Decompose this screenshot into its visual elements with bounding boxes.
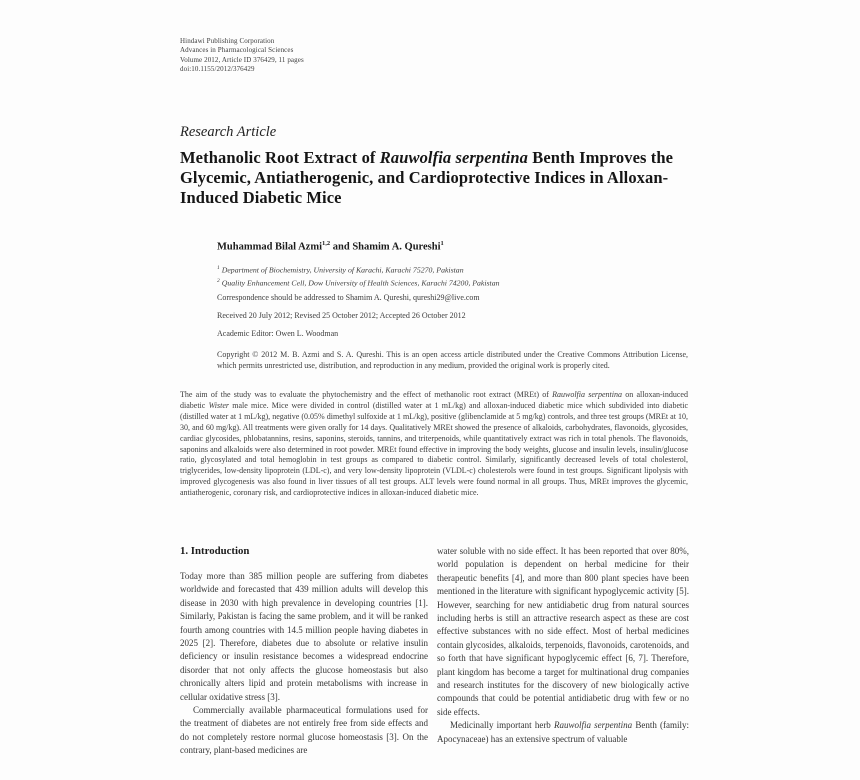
title-species-name: Rauwolfia serpentina xyxy=(379,148,528,167)
title-text-rest: Benth Improves the Glycemic, Antiatherogenic, and Cardioprotective Indices in Alloxan-Induced Diabetic Mice xyxy=(180,148,674,207)
volume-article-id: Volume 2012, Article ID 376429, 11 pages xyxy=(180,55,304,64)
intro-species-name: Rauwolfia serpentina xyxy=(553,720,633,731)
author-affil-marker-2: 1 xyxy=(440,240,444,247)
intro-paragraph-2-continued: water soluble with no side effect. It has been reported that over 80%, world population is dependent on herbal medicine for their therapeutic benefits [4], and more than 800 plant species have been mentioned in the literature with significant hypoglycemic activity [5]. However, searching for new antidiabetic drug from natural sources including herbs is still an attractive research aspect as these are cost effective substances with no side effect. Most of herbal medicines contain glycosides, alkaloids, terpenoids, flavonoids, carotenoids, and so forth that have significant hypoglycemic effect [6, 7]. Therefore, plant kingdom has become a target for multinational drug companies and research institutes for the discovery of new biologically active compounds that could be potential antidiabetic drug with few or no side effects. xyxy=(437,546,689,717)
abstract-text-2: on alloxan-induced diabetic xyxy=(180,390,688,410)
affiliation-1 xyxy=(217,263,500,276)
intro-paragraph-1: Today more than 385 million people are suffering from diabetes worldwide and forecasted that 439 million adults will develop this disease in 2030 with high prevalence in developing countries [1]. Similarly, Pakistan is facing the same problem, and it will be ranked fourth among countries with 14.5 million people having diabetes in 2025 [2]. Therefore, diabetes due to absolute or relative insulin deficiency or insulin resistance becomes a widespread endocrine disorder that not only affects the glucose homeostasis but also chronically alters lipid and protein metabolisms with increase in cellular oxidative stress [3]. xyxy=(180,571,428,702)
affiliation-2 xyxy=(217,276,500,289)
revision-history-line: Received 20 July 2012; Revised 25 October 2012; Accepted 26 October 2012 xyxy=(217,311,466,320)
doi-line: doi:10.1155/2012/376429 xyxy=(180,64,255,73)
intro-paragraph-3-text-2: Benth (family: Apocynaceae) has an extensive spectrum of valuable xyxy=(437,720,689,744)
intro-paragraph-3-text-1: Medicinally important herb xyxy=(450,720,554,731)
abstract-paragraph xyxy=(180,390,688,499)
affiliation-2-marker: 2 xyxy=(217,277,220,284)
author-affil-marker-1: 1,2 xyxy=(322,240,331,247)
publisher-block xyxy=(180,37,304,74)
abstract-text-1: The aim of the study was to evaluate the phytochemistry and the effect of methanolic root extract (MREt) of xyxy=(180,390,553,399)
intro-paragraph-2: Commercially available pharmaceutical formulations used for the treatment of diabetes are not entirely free from side effects and do not completely restore normal glucose homeostasis [3]. On the contrary, plant-based medicines are xyxy=(180,705,428,756)
affiliation-1-marker: 1 xyxy=(217,265,220,271)
authors-line xyxy=(217,240,444,253)
author-name-2: Shamim A. Qureshi xyxy=(352,241,441,253)
affiliation-2-text: Quality Enhancement Cell, Dow University of Health Sciences, Karachi 74200, Pakistan xyxy=(219,278,500,288)
article-title xyxy=(180,148,674,207)
authors-joiner: and xyxy=(330,241,353,253)
body-columns xyxy=(180,545,689,758)
abstract-species-name: Rauwolfia serpentina xyxy=(552,390,622,399)
abstract-strain-name: Wister xyxy=(208,400,230,410)
body-column-right xyxy=(437,545,689,758)
publisher-name: Hindawi Publishing Corporation xyxy=(180,37,275,45)
affiliation-1-text: Department of Biochemistry, University of Karachi, Karachi 75270, Pakistan xyxy=(219,265,464,275)
author-name-1: Muhammad Bilal Azmi xyxy=(217,241,323,253)
body-column-left xyxy=(180,545,428,758)
academic-editor-line: Academic Editor: Owen L. Woodman xyxy=(217,329,339,338)
correspondence-line: Correspondence should be addressed to Shamim A. Qureshi, qureshi29@live.com xyxy=(217,293,480,302)
title-text-lead: Methanolic Root Extract of xyxy=(180,148,380,167)
section-heading-introduction: 1. Introduction xyxy=(180,545,250,557)
abstract-text-3: male mice. Mice were divided in control (distilled water at 1 mL/kg) and alloxan-induced diabetic mice which subdivided into diabetic (distilled water at 1 mL/kg), negative (0.05% dimethyl sulfoxide at 1 mL/kg), positive (glibenclamide at 5 mg/kg) controls, and three test groups (MREt at 10, 30, and 60 mg/kg). All treatments were given orally for 14 days. Qualitatively MREt showed the presence of alkaloids, carbohydrates, flavonoids, glycosides, cardiac glycosides, phlobatannins, resins, saponins, steroids, tannins, and triterpenoids, while quantitatively extract was rich in total phenols. The flavonoids, saponins and alkaloids were also determined in root powder. MREt found effective in improving the body weights, glucose and insulin levels, insulin/glucose ratio, glycosylated and total hemoglobin in test groups as compared to diabetic control. Similarly, significantly decreased levels of total cholesterol, triglycerides, low-density lipoprotein (LDL-c), and very low-density lipoprotein (VLDL-c) cholesterols were found in test groups. Significant lipolysis with improved glycogenesis was also found in liver tissues of all test groups. ALT levels were found normal in all groups. Thus, MREt improves the glycemic, antiatherogenic, coronary risk, and cardioprotective indices in alloxan-induced diabetic mice. xyxy=(180,400,688,498)
article-type-label: Research Article xyxy=(180,124,277,140)
journal-name: Advances in Pharmacological Sciences xyxy=(180,46,294,55)
copyright-notice: Copyright © 2012 M. B. Azmi and S. A. Qureshi. This is an open access article distributed under the Creative Commons Attribution License, which permits unrestricted use, distribution, and reproduction in any medium, provided the original work is properly cited. xyxy=(217,350,688,370)
affiliations-block xyxy=(217,263,500,288)
intro-paragraph-3 xyxy=(437,719,689,746)
